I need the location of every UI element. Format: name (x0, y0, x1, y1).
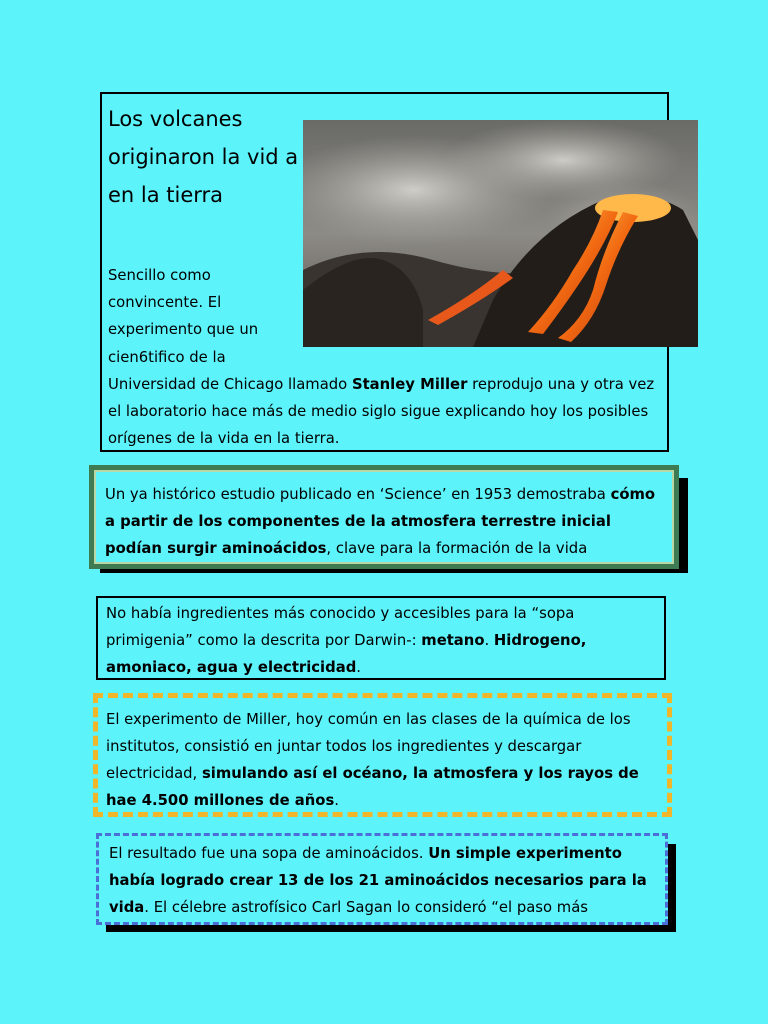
intro-text (108, 262, 663, 452)
image-wrap-spacer (301, 262, 663, 344)
result-box: El resultado fue una sopa de aminoácidos. Un simple experimento había logrado crear 13 de los 21 aminoácidos necesarios para la vida. El célebre astrofísico Carl Sagan lo consideró “el paso más (96, 833, 668, 925)
science-1953-text: Un ya histórico estudio publicado en ‘Science’ en 1953 demostraba cómo a partir de los componentes de la atmosfera terrestre inicial podían surgir aminoácidos, clave para la formación de la vida (94, 470, 674, 564)
miller-experiment-box: El experimento de Miller, hoy común en las clases de la química de los institutos, consistió en juntar todos los ingredientes y descargar electricidad, simulando así el océano, la atmosfera y los rayos de hae 4.500 millones de años. (93, 693, 672, 817)
stanley-miller: Stanley Miller (351, 375, 468, 393)
science-1953-box (89, 465, 679, 569)
article-title: Los volcanes originaron la vid a en la tierra (108, 107, 299, 207)
ingredients-box: No había ingredientes más conocido y accesibles para la “sopa primigenia” como la descrita por Darwin-: metano. Hidrogeno, amoniaco, agua y electricidad. (96, 596, 666, 680)
intro-box (100, 92, 669, 452)
intro-paragraph: Sencillo como convincente. El experimento que un cien6tifico de la Universidad de Chicago llamado Stanley Miller reprodujo una y otra vez el laboratorio hace más de medio siglo sigue explicando hoy los posibles orígenes de la vida en la tierra. (108, 267, 655, 448)
